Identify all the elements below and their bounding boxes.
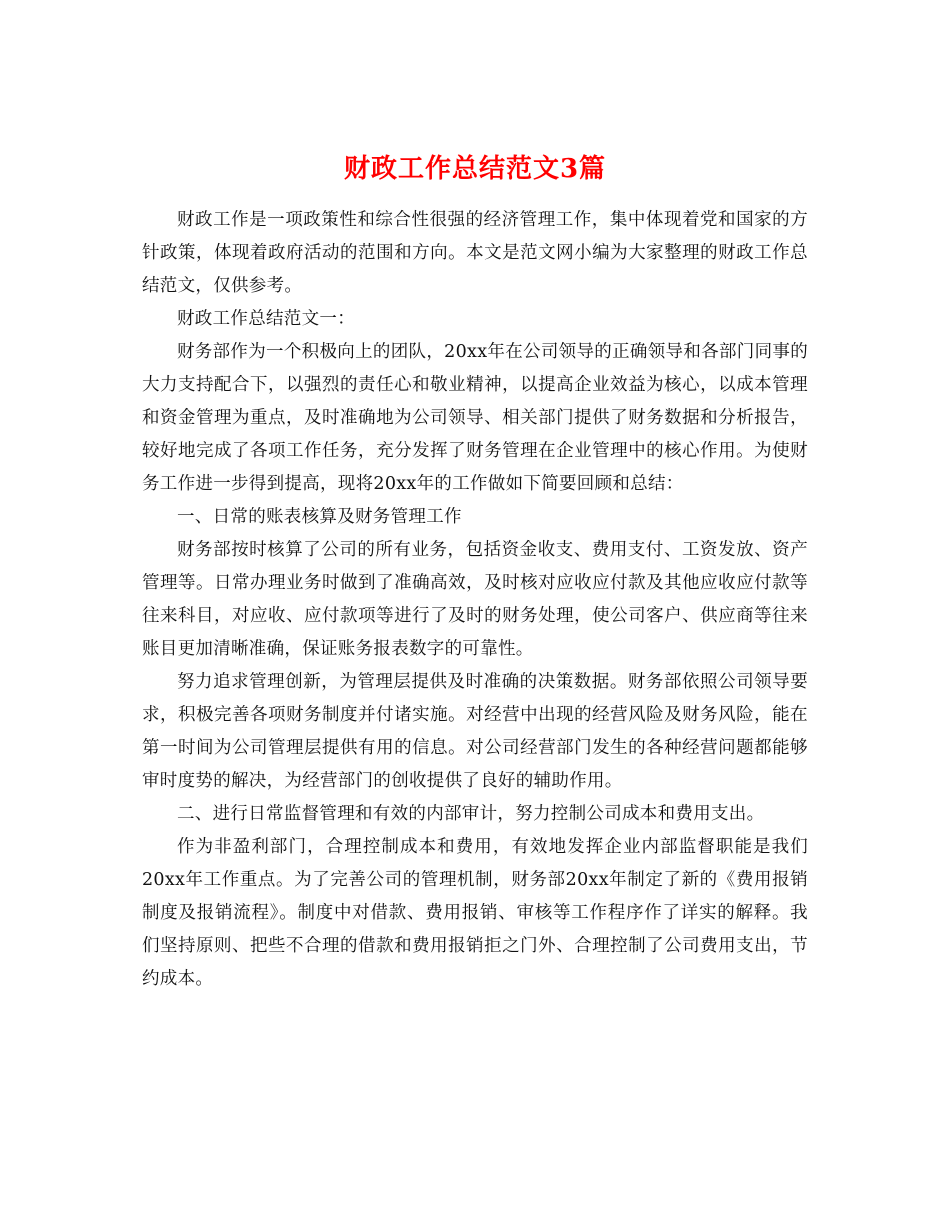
document-title: 财政工作总结范文3篇	[343, 154, 607, 185]
paragraph-section-heading-1: 财政工作总结范文一：	[177, 309, 355, 329]
paragraph-subheading-2: 二、进行日常监督管理和有效的内部审计，努力控制公司成本和费用支出。	[177, 804, 765, 824]
paragraph-accounting: 财务部按时核算了公司的所有业务，包括资金收支、费用支付、工资发放、资产管理等。日常办理业务时做到了准确高效，及时核对应收应付款及其他应收应付款等往来科目，对应收、应付款项等进行了及时的财务处理，使公司客户、供应商等往来账目更加清晰准确，保证账务报表数字的可靠性。	[142, 540, 808, 659]
paragraph-subheading-1: 一、日常的账表核算及财务管理工作	[177, 507, 462, 527]
paragraph-management-innovation: 努力追求管理创新，为管理层提供及时准确的决策数据。财务部依照公司领导要求，积极完善各项财务制度并付诸实施。对经营中出现的经营风险及财务风险，能在第一时间为公司管理层提供有用的信息。对公司经营部门发生的各种经营问题都能够审时度势的解决，为经营部门的创收提供了良好的辅助作用。	[142, 672, 808, 791]
paragraph-overview: 财务部作为一个积极向上的团队，20xx年在公司领导的正确领导和各部门同事的大力支持配合下，以强烈的责任心和敬业精神，以提高企业效益为核心，以成本管理和资金管理为重点，及时准确地为公司领导、相关部门提供了财务数据和分析报告，较好地完成了各项工作任务，充分发挥了财务管理在企业管理中的核心作用。为使财务工作进一步得到提高，现将20xx年的工作做如下简要回顾和总结：	[142, 342, 808, 494]
document-body	[142, 204, 808, 996]
paragraph-cost-control: 作为非盈利部门，合理控制成本和费用，有效地发挥企业内部监督职能是我们20xx年工作重点。为了完善公司的管理机制，财务部20xx年制定了新的《费用报销制度及报销流程》。制度中对借款、费用报销、审核等工作程序作了详实的解释。我们坚持原则、把些不合理的借款和费用报销拒之门外、合理控制了公司费用支出，节约成本。	[142, 837, 808, 989]
paragraph-intro: 财政工作是一项政策性和综合性很强的经济管理工作，集中体现着党和国家的方针政策，体现着政府活动的范围和方向。本文是范文网小编为大家整理的财政工作总结范文，仅供参考。	[142, 210, 808, 296]
